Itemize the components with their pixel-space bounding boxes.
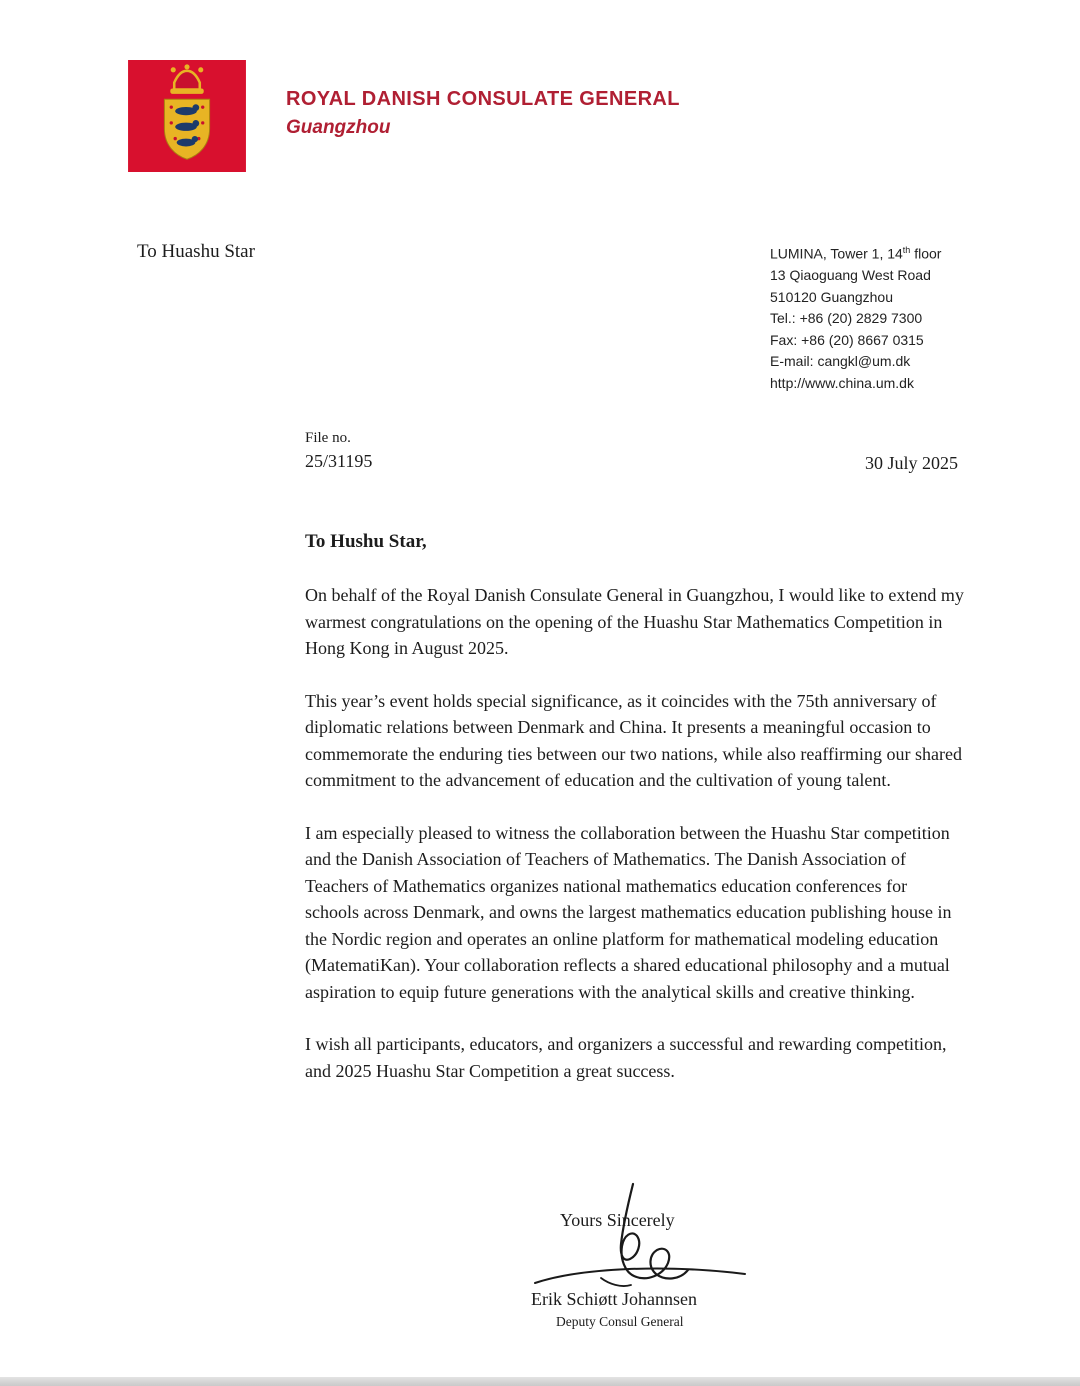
- danish-coat-of-arms-icon: [128, 60, 246, 172]
- letterhead: [286, 88, 680, 139]
- consulate-logo: [128, 60, 246, 172]
- body-paragraph: I wish all participants, educators, and organizers a successful and rewarding competition, and 2025 Huashu Star Competition a great success.: [305, 1034, 947, 1081]
- file-block: [305, 430, 372, 472]
- salutation: To Hushu Star,: [305, 531, 427, 552]
- contact-line-city: 510120 Guangzhou: [770, 288, 893, 305]
- contact-line-address2: 13 Qiaoguang West Road: [770, 267, 931, 284]
- signer-title: Deputy Consul General: [556, 1314, 684, 1329]
- org-city: Guangzhou: [286, 117, 391, 138]
- file-number: 25/31195: [305, 451, 373, 471]
- contact-line-fax: Fax: +86 (20) 8667 0315: [770, 331, 924, 348]
- lions-icon: [175, 104, 199, 146]
- signer-name: Erik Schiøtt Johannsen: [531, 1289, 697, 1309]
- letter-date: 30 July 2025: [865, 453, 959, 473]
- contact-line-email: E-mail: cangkl@um.dk: [770, 353, 911, 370]
- letter-body: [305, 582, 965, 1110]
- body-paragraph: On behalf of the Royal Danish Consulate General in Guangzhou, I would like to extend my warmest congratulations on the opening of the Huashu Star Mathematics Competition in Hong Kong in August 2025.: [305, 585, 964, 658]
- contact-line-address1: LUMINA, Tower 1, 14th floor: [770, 245, 942, 262]
- ordinal-superscript: th: [902, 245, 911, 255]
- file-label: File no.: [305, 430, 351, 446]
- org-name: ROYAL DANISH CONSULATE GENERAL: [286, 88, 680, 110]
- crown-icon: [170, 64, 203, 94]
- scan-edge-artifact: [0, 1377, 1080, 1386]
- contact-line-tel: Tel.: +86 (20) 2829 7300: [770, 310, 923, 327]
- body-paragraph: This year’s event holds special significance, as it coincides with the 75th anniversary of diplomatic relations between Denmark and China. It presents a meaningful occasion to commemorate the enduring ties between our two nations, while also reaffirming our shared commitment to the advancement of education and the cultivation of young talent.: [305, 690, 962, 790]
- recipient-line: To Huashu Star: [137, 241, 255, 262]
- contact-line-website: http://www.china.um.dk: [770, 374, 914, 391]
- contact-block: [770, 240, 941, 394]
- closing-line: Yours Sincerely: [560, 1210, 675, 1230]
- body-paragraph: I am especially pleased to witness the collaboration between the Huashu Star competition and the Danish Association of Teachers of Mathematics. The Danish Association of Teachers of Mathematics organizes national mathematics education conferences for schools across Denmark, and owns the largest mathematics education publishing house in the Nordic region and operates an online platform for mathematical modeling education (MatematiKan). Your collaboration reflects a shared educational philosophy and a mutual aspiration to equip future generations with the analytical skills and creative thinking.: [305, 822, 952, 1002]
